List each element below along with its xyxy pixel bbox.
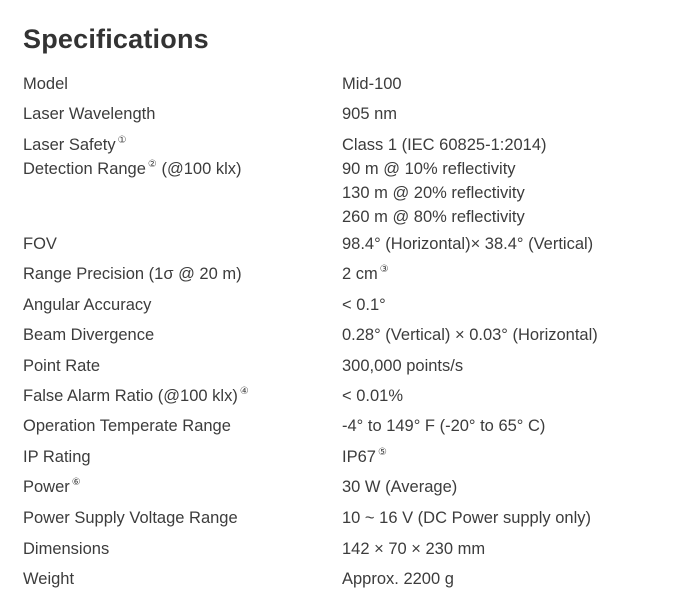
footnote-marker: ④ — [239, 386, 249, 397]
footnote-marker: ③ — [379, 264, 389, 275]
spec-value-text: -4° to 149° F (-20° to 65° C) — [342, 417, 546, 435]
spec-label-text: Power Supply Voltage Range — [23, 509, 238, 527]
spec-value-text: Class 1 (IEC 60825-1:2014) — [342, 136, 547, 154]
spec-value — [342, 354, 663, 378]
spec-value-line — [342, 537, 663, 561]
spec-label-text: Weight — [23, 570, 75, 588]
spec-value-text: < 0.01% — [342, 387, 404, 405]
spec-value-text: 98.4° (Horizontal)× 38.4° (Vertical) — [342, 235, 594, 253]
spec-label — [23, 133, 342, 157]
footnote-marker: ⑥ — [71, 477, 81, 488]
spec-row — [23, 537, 663, 561]
spec-value — [342, 567, 663, 591]
spec-value — [342, 414, 663, 438]
page-title: Specifications — [23, 24, 209, 54]
spec-row — [23, 157, 663, 229]
spec-label-suffix: (@100 klx) — [156, 160, 242, 178]
spec-row — [23, 475, 663, 499]
footnote-marker: ⑤ — [377, 447, 387, 458]
spec-row — [23, 102, 663, 126]
spec-label-text: False Alarm Ratio (@100 klx) — [23, 387, 238, 405]
spec-value-text: Approx. 2200 g — [342, 570, 454, 588]
spec-value — [342, 262, 663, 286]
spec-label-text: Laser Safety — [23, 136, 116, 154]
spec-row — [23, 262, 663, 286]
spec-value-text: 30 W (Average) — [342, 478, 458, 496]
spec-value — [342, 133, 663, 157]
spec-label-text: Operation Temperate Range — [23, 417, 231, 435]
spec-label — [23, 323, 342, 347]
spec-row — [23, 72, 663, 96]
spec-value — [342, 506, 663, 530]
spec-label-text: Point Rate — [23, 357, 101, 375]
spec-row — [23, 133, 663, 157]
footnote-marker: ② — [147, 159, 157, 170]
spec-label — [23, 475, 342, 499]
spec-label-text: Power — [23, 478, 70, 496]
spec-row — [23, 445, 663, 469]
footnote-marker: ① — [117, 135, 127, 146]
spec-value-line — [342, 133, 663, 157]
spec-value — [342, 537, 663, 561]
spec-label-text: Range Precision (1σ @ 20 m) — [23, 265, 242, 283]
spec-label — [23, 354, 342, 378]
spec-value — [342, 293, 663, 317]
spec-label-text: IP Rating — [23, 448, 91, 466]
spec-value — [342, 72, 663, 96]
spec-row — [23, 414, 663, 438]
spec-value-line — [342, 506, 663, 530]
spec-value-line — [342, 232, 663, 256]
spec-row — [23, 567, 663, 591]
spec-value-line — [342, 205, 663, 229]
spec-value-text: 10 ~ 16 V (DC Power supply only) — [342, 509, 591, 527]
spec-row — [23, 293, 663, 317]
spec-value-line — [342, 157, 663, 181]
spec-value-line — [342, 323, 663, 347]
spec-label — [23, 506, 342, 530]
spec-value-text: 905 nm — [342, 105, 398, 123]
spec-value-text: 2 cm — [342, 265, 378, 283]
spec-value-text: 130 m @ 20% reflectivity — [342, 184, 525, 202]
spec-row — [23, 384, 663, 408]
spec-value — [342, 232, 663, 256]
spec-value — [342, 323, 663, 347]
spec-label-text: Model — [23, 75, 68, 93]
spec-label — [23, 567, 342, 591]
spec-value-text: IP67 — [342, 448, 376, 466]
spec-label-text: Detection Range — [23, 160, 146, 178]
spec-label — [23, 293, 342, 317]
spec-value-line — [342, 354, 663, 378]
spec-value-text: < 0.1° — [342, 296, 386, 314]
spec-value — [342, 475, 663, 499]
spec-value — [342, 384, 663, 408]
spec-row — [23, 323, 663, 347]
spec-label-text: Dimensions — [23, 540, 110, 558]
spec-value-line — [342, 445, 663, 469]
spec-label — [23, 72, 342, 96]
spec-value-line — [342, 475, 663, 499]
spec-label — [23, 102, 342, 126]
spec-row — [23, 506, 663, 530]
spec-label — [23, 414, 342, 438]
spec-value-line — [342, 262, 663, 286]
spec-value — [342, 157, 663, 229]
spec-label — [23, 232, 342, 256]
spec-label-text: FOV — [23, 235, 57, 253]
spec-row — [23, 232, 663, 256]
spec-value-line — [342, 72, 663, 96]
spec-value-line — [342, 414, 663, 438]
spec-value-text: 300,000 points/s — [342, 357, 464, 375]
spec-value-line — [342, 567, 663, 591]
spec-value-text: 90 m @ 10% reflectivity — [342, 160, 516, 178]
spec-row — [23, 354, 663, 378]
spec-value-text: Mid-100 — [342, 75, 402, 93]
spec-label — [23, 157, 342, 181]
spec-value-text: 142 × 70 × 230 mm — [342, 540, 486, 558]
spec-label — [23, 445, 342, 469]
spec-label — [23, 537, 342, 561]
spec-value-text: 260 m @ 80% reflectivity — [342, 208, 525, 226]
spec-label — [23, 384, 342, 408]
spec-value-line — [342, 293, 663, 317]
spec-value — [342, 102, 663, 126]
spec-value-line — [342, 181, 663, 205]
spec-label-text: Laser Wavelength — [23, 105, 156, 123]
spec-label-text: Beam Divergence — [23, 326, 155, 344]
spec-value-line — [342, 102, 663, 126]
spec-value-text: 0.28° (Vertical) × 0.03° (Horizontal) — [342, 326, 598, 344]
spec-label-text: Angular Accuracy — [23, 296, 152, 314]
spec-label — [23, 262, 342, 286]
spec-value — [342, 445, 663, 469]
spec-value-line — [342, 384, 663, 408]
